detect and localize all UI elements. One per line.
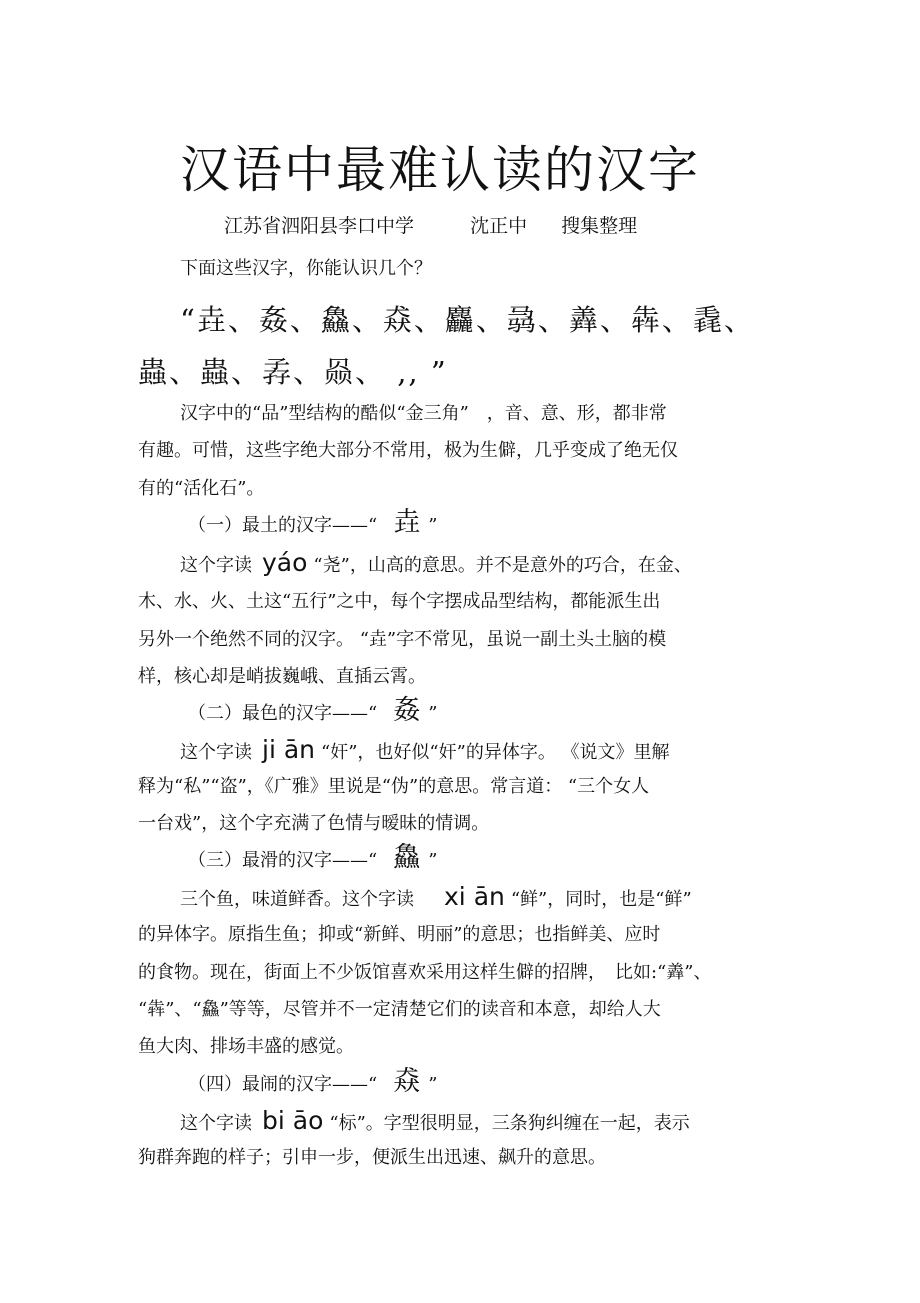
lead-text: 这个字读 (180, 555, 252, 576)
section-heading (188, 842, 438, 873)
lead-text: 这个字读 (180, 1113, 252, 1134)
heading-char: 姦 (393, 695, 421, 726)
section-heading (188, 1066, 438, 1097)
heading-close: ” (428, 703, 438, 724)
paragraph-line (180, 735, 670, 765)
intro-text: 下面这些汉字，你能认识几个？ (180, 258, 432, 279)
paragraph-line: “犇”、“鱻”等等，尽管并不一定清楚它们的读音和本意，却给人大 (138, 999, 661, 1020)
paragraph-line: 的异体字。原指生鱼；抑或“新鲜、明丽”的意思；也指鲜美、应时 (138, 924, 661, 945)
byline-role: 搜集整理 (561, 215, 638, 237)
paragraph-line: 样，核心却是峭拔巍峨、直插云霄。 (138, 666, 426, 687)
heading-close: ” (428, 1074, 438, 1095)
rest-text: “尧”，山高的意思。并不是意外的巧合，在金、 (313, 555, 692, 576)
heading-char: 鱻 (393, 842, 421, 873)
rest-text: “奸”，也好似“奸”的异体字。 《说文》里解 (321, 742, 670, 763)
document-title: 汉语中最难认读的汉字 (180, 141, 700, 199)
paragraph-line: 释为“私”“盗”，《广雅》里说是“伪”的意思。常言道： “三个女人 (138, 776, 650, 797)
pinyin: ji ān (262, 735, 316, 764)
lead-text: 三个鱼，味道鲜香。这个字读 (180, 889, 414, 910)
heading-text: （三）最滑的汉字——“ (188, 850, 378, 871)
paragraph-line: 鱼大肉、排场丰盛的感觉。 (138, 1036, 354, 1057)
byline-author: 沈正中 (470, 215, 528, 237)
heading-close: ” (428, 515, 438, 536)
paragraph-line: 有的“活化石”。 (138, 478, 265, 499)
paragraph-line: 一台戏”，这个字充满了色情与暧昧的情调。 (138, 813, 490, 834)
section-heading (188, 695, 438, 726)
paragraph-line (180, 882, 692, 912)
heading-text: （一）最土的汉字——“ (188, 515, 378, 536)
paragraph-line: 汉字中的“品”型结构的酷似“金三角” ，音、意、形，都非常 (180, 403, 667, 424)
paragraph-line: 木、水、火、土这“五行”之中，每个字摆成品型结构，都能派生出 (138, 591, 661, 612)
heading-char: 垚 (393, 507, 421, 538)
heading-char: 猋 (393, 1066, 421, 1097)
heading-close: ” (428, 850, 438, 871)
paragraph-line: 的食物。现在，街面上不少饭馆喜欢采用这样生僻的招牌， 比如:“羴”、 (138, 962, 712, 983)
pinyin: bi āo (262, 1106, 324, 1135)
pinyin: xi ān (444, 882, 505, 911)
byline-school: 江苏省泗阳县李口中学 (224, 215, 415, 237)
byline (224, 214, 637, 238)
rare-chars-line-1: “垚、姦、鱻、猋、麤、骉、羴、犇、毳、 (180, 303, 755, 337)
rest-text: “标”。字型很明显，三条狗纠缠在一起，表示 (329, 1113, 690, 1134)
rare-chars-line-2: 蟲、蟲、孨、赑、 ,, ” (138, 355, 448, 389)
paragraph-line: 狗群奔跑的样子；引申一步，便派生出迅速、飙升的意思。 (138, 1147, 606, 1168)
section-heading (188, 507, 438, 538)
paragraph-line (180, 548, 692, 578)
lead-text: 这个字读 (180, 742, 252, 763)
paragraph-line (180, 1106, 690, 1136)
paragraph-line: 有趣。可惜，这些字绝大部分不常用，极为生僻，几乎变成了绝无仅 (138, 440, 678, 461)
heading-text: （四）最闹的汉字——“ (188, 1074, 378, 1095)
rest-text: “鲜”，同时，也是“鲜” (510, 889, 692, 910)
pinyin: yáo (262, 548, 308, 577)
paragraph-line: 另外一个绝然不同的汉字。 “垚”字不常见，虽说一副土头土脑的模 (138, 629, 667, 650)
heading-text: （二）最色的汉字——“ (188, 703, 378, 724)
